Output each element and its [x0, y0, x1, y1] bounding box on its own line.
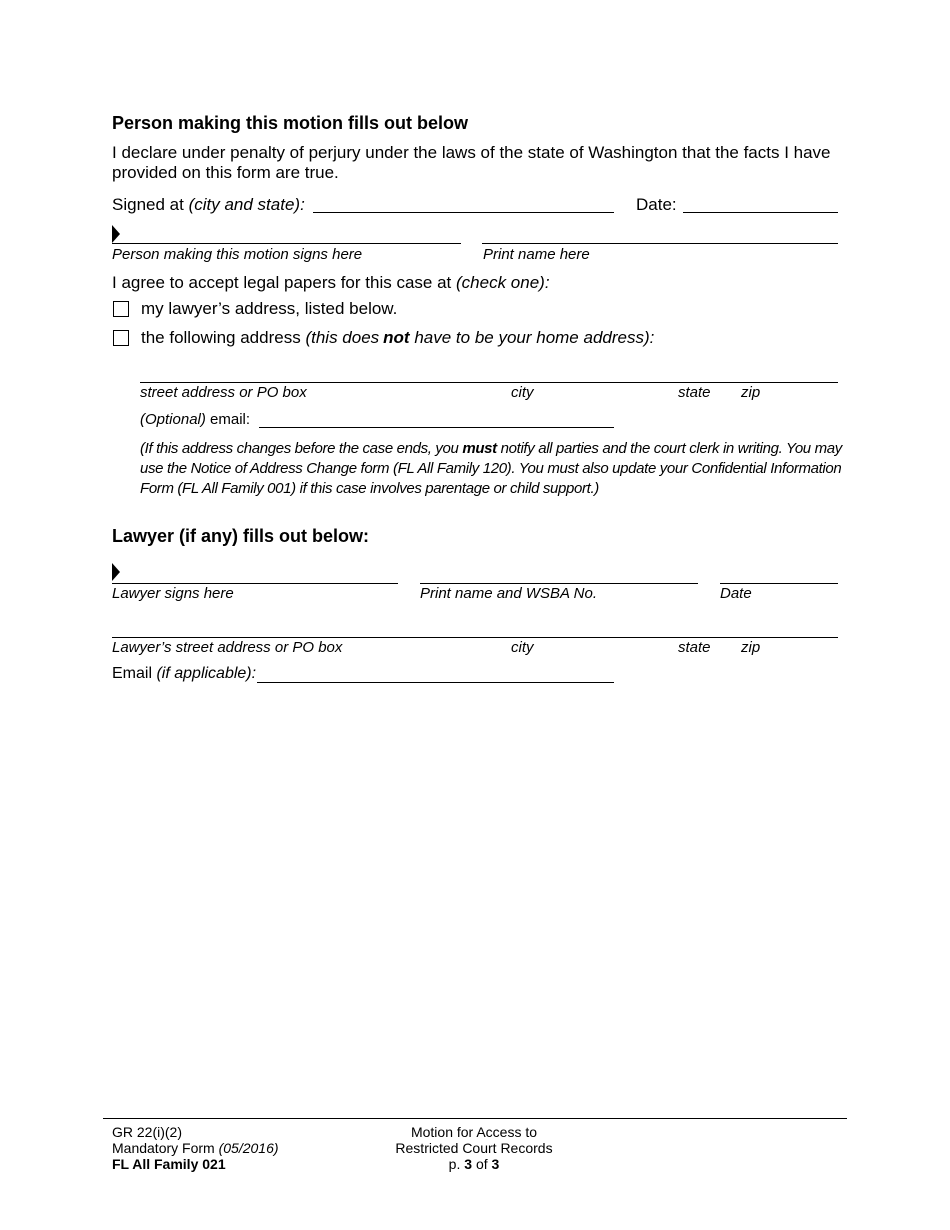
option2-hint-pre: (this does: [305, 328, 380, 347]
declaration-text: I declare under penalty of perjury under the laws of the state of Washington that the facts I have provided on this form are true.: [112, 143, 831, 182]
optional-email-label: [140, 411, 250, 428]
lawyer-street-label: Lawyer’s street address or PO box: [112, 639, 343, 656]
signed-at-text: Signed at: [112, 195, 184, 214]
option2-hint-post: have to be your home address):: [414, 328, 655, 347]
lawyer-city-label: city: [511, 639, 534, 656]
footer-page-of: of: [475, 1156, 488, 1172]
lawyer-print-label: Print name and WSBA No.: [420, 585, 598, 602]
following-address-checkbox[interactable]: [113, 330, 129, 346]
lawyer-section-heading: Lawyer (if any) fills out below:: [112, 526, 370, 546]
note-bold: must: [462, 440, 497, 457]
person-signature-field[interactable]: [112, 226, 461, 244]
email-label: email:: [210, 411, 251, 428]
person-sign-label: Person making this motion signs here: [112, 246, 363, 263]
lawyer-email-field[interactable]: [257, 667, 614, 683]
note-post: notify all parties and the court clerk in writing. You may use the Notice of Address Change form (FL All Family 120). You must also update your Confidential Information Form (FL All Family 001) if this case involves parentage or child support.): [140, 440, 842, 497]
agree-hint: (check one):: [456, 273, 550, 292]
option2-hint-bold: not: [383, 328, 410, 347]
footer-title-line1: Motion for Access to: [410, 1124, 538, 1140]
footer-page-current: 3: [464, 1156, 473, 1172]
address-change-note: [140, 439, 845, 499]
person-section-heading: Person making this motion fills out below: [112, 113, 469, 133]
lawyer-print-name-field[interactable]: [420, 566, 698, 584]
footer-center: [374, 1124, 574, 1172]
lawyer-address-checkbox[interactable]: [113, 301, 129, 317]
lawyer-state-label: state: [678, 639, 711, 656]
agree-text: I agree to accept legal papers for this case at: [112, 273, 452, 292]
address-field[interactable]: [140, 364, 838, 383]
lawyer-address-option-label: my lawyer’s address, listed below.: [141, 299, 398, 318]
lawyer-date-label: Date: [720, 585, 752, 602]
footer-form-id: FL All Family 021: [112, 1156, 226, 1172]
street-label: street address or PO box: [140, 384, 307, 401]
footer-rule-ref: GR 22(i)(2): [112, 1124, 183, 1140]
agree-statement: [112, 273, 550, 293]
signed-at-field[interactable]: [313, 198, 614, 213]
city-label: city: [511, 384, 534, 401]
footer-page-total: 3: [491, 1156, 500, 1172]
following-address-option-label: [141, 328, 654, 348]
person-print-name-label: Print name here: [483, 246, 590, 263]
option2-text: the following address: [141, 328, 301, 347]
date-label: Date:: [636, 195, 677, 214]
footer-page-number: [374, 1156, 574, 1172]
lawyer-zip-label: zip: [741, 639, 761, 656]
footer-mandatory-label: Mandatory Form: [112, 1140, 215, 1156]
email-optional-hint: (Optional): [140, 411, 206, 428]
footer-mandatory: [112, 1140, 279, 1156]
lawyer-email-text: Email: [112, 665, 153, 682]
lawyer-email-hint: (if applicable):: [156, 665, 257, 682]
signed-at-label: [112, 195, 305, 215]
state-label: state: [678, 384, 711, 401]
footer-title-line2: Restricted Court Records: [395, 1140, 553, 1156]
lawyer-email-label: [112, 665, 256, 683]
footer-left: [112, 1124, 279, 1172]
signed-at-hint: (city and state):: [188, 195, 305, 214]
zip-label: zip: [741, 384, 761, 401]
person-print-name-field[interactable]: [482, 226, 838, 244]
date-field[interactable]: [683, 198, 838, 213]
person-email-field[interactable]: [259, 414, 614, 428]
lawyer-address-field[interactable]: [112, 619, 838, 638]
lawyer-date-field[interactable]: [720, 566, 838, 584]
footer-rule: [103, 1118, 847, 1119]
lawyer-signature-field[interactable]: [112, 566, 398, 584]
note-pre: (If this address changes before the case ends, you: [140, 440, 459, 457]
footer-page-prefix: p.: [448, 1156, 461, 1172]
footer-mandatory-date: (05/2016): [218, 1140, 279, 1156]
lawyer-sign-label: Lawyer signs here: [112, 585, 234, 602]
